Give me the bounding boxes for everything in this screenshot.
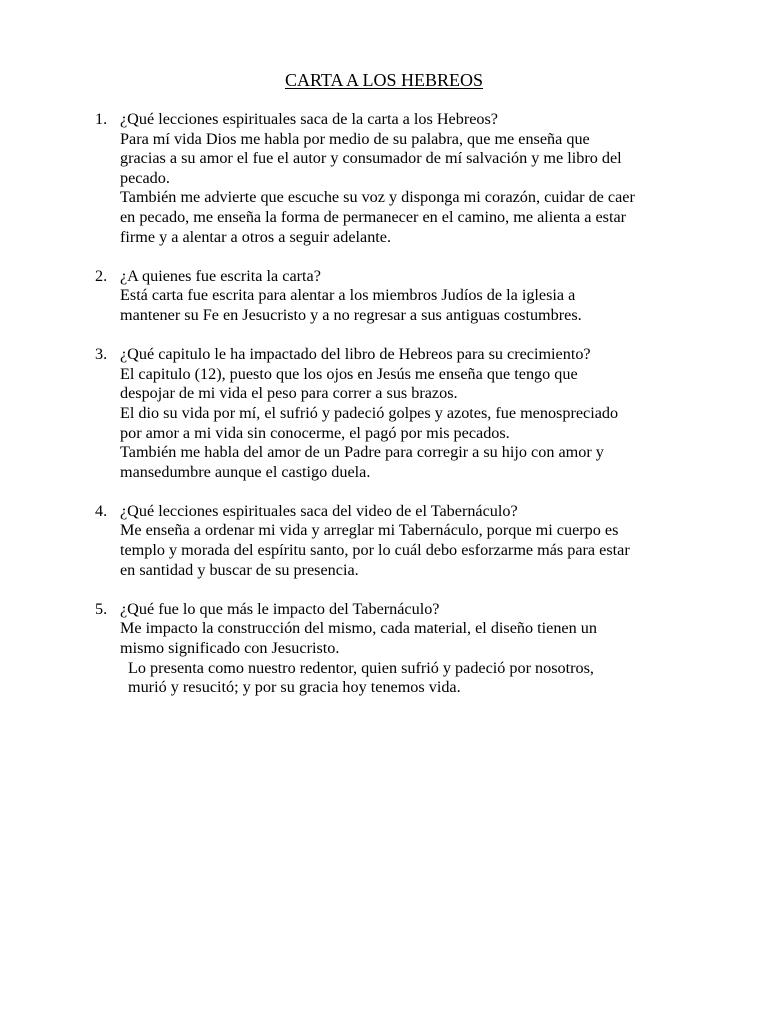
answer-line: El dio su vida por mí, el sufrió y padeció golpes y azotes, fue menospreciado <box>120 403 619 422</box>
item-number: 3. <box>95 345 108 364</box>
answer-line: templo y morada del espíritu santo, por lo cuál debo esforzarme más para estar <box>120 541 630 560</box>
answer-line: pecado. <box>120 168 170 187</box>
answer-line: en santidad y buscar de su presencia. <box>120 560 359 579</box>
page-title: CARTA A LOS HEBREOS <box>284 70 484 90</box>
answer-line: Está carta fue escrita para alentar a los miembros Judíos de la iglesia a <box>120 286 576 305</box>
answer-line: mantener su Fe en Jesucristo y a no regresar a sus antiguas costumbres. <box>120 305 582 324</box>
item-number: 1. <box>95 110 108 128</box>
question-text: ¿A quienes fue escrita la carta? <box>120 266 321 285</box>
item-number: 4. <box>95 501 108 520</box>
list-item-4 <box>95 502 715 580</box>
item-number: 2. <box>95 266 108 285</box>
answer-line: mismo significado con Jesucristo. <box>120 639 340 658</box>
list-item-3 <box>95 345 715 482</box>
answer-line: El capitulo (12), puesto que los ojos en Jesús me enseña que tengo que <box>120 364 578 383</box>
answer-line: por amor a mi vida sin conocerme, el pagó por mis pecados. <box>120 423 510 442</box>
answer-line: firme y a alentar a otros a seguir adelante. <box>120 227 392 246</box>
answer-line: despojar de mi vida el peso para correr a sus brazos. <box>120 384 458 403</box>
item-number: 5. <box>95 599 108 618</box>
question-text: ¿Qué lecciones espirituales saca del video de el Tabernáculo? <box>120 501 518 520</box>
answer-line: gracias a su amor el fue el autor y consumador de mí salvación y me libro del <box>120 149 622 168</box>
answer-line: mansedumbre aunque el castigo duela. <box>120 462 371 481</box>
answer-line: Para mí vida Dios me habla por medio de su palabra, que me enseña que <box>120 129 590 148</box>
answer-line: También me advierte que escuche su voz y disponga mi corazón, cuidar de caer <box>120 188 635 207</box>
list-item-2 <box>95 267 715 326</box>
question-text: ¿Qué fue lo que más le impacto del Tabernáculo? <box>120 599 440 618</box>
answer-line: Lo presenta como nuestro redentor, quien sufrió y padeció por nosotros, <box>128 658 594 677</box>
list-item-1 <box>95 110 715 247</box>
list-item-5 <box>95 600 715 698</box>
question-list <box>95 110 715 717</box>
answer-line: Me impacto la construcción del mismo, cada material, el diseño tienen un <box>120 619 597 638</box>
answer-line: murió y resucitó; y por su gracia hoy tenemos vida. <box>128 678 461 697</box>
answer-line: También me habla del amor de un Padre para corregir a su hijo con amor y <box>120 443 604 462</box>
answer-line: Me enseña a ordenar mi vida y arreglar mi Tabernáculo, porque mi cuerpo es <box>120 521 619 540</box>
answer-line: en pecado, me enseña la forma de permanecer en el camino, me alienta a estar <box>120 207 627 226</box>
question-text: ¿Qué capitulo le ha impactado del libro de Hebreos para su crecimiento? <box>120 345 591 364</box>
question-text: ¿Qué lecciones espirituales saca de la carta a los Hebreos? <box>120 110 498 128</box>
